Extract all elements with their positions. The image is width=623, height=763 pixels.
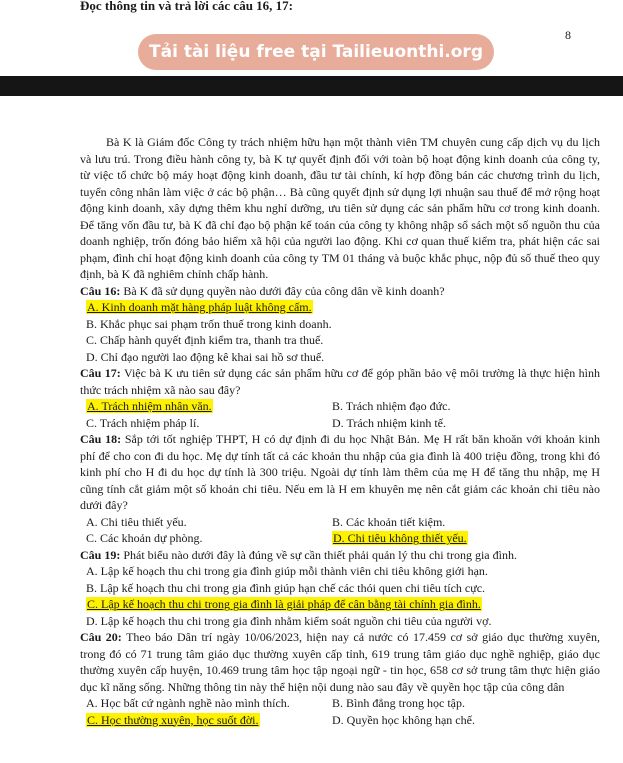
answer-highlight: A. Trách nhiệm nhân văn.	[87, 399, 212, 413]
option-17-c[interactable]: C. Trách nhiệm pháp lí.	[86, 415, 200, 430]
passage: Bà K là Giám đốc Công ty trách nhiệm hữu hạn một thành viên TM chuyên cung cấp dịch vụ du lịch và lưu trú. Trong điều hành công ty, bà K tự quyết định đối với toàn bộ hoạt động kinh doanh của công ty, từ việc tổ chức bộ máy hoạt động kinh doanh, đầu tư tài chính, kí hợp đồng bán các chương trình du lịch, tuyển công nhân làm việc ở các bộ phận… Bà cũng quyết định sử dụng lợi nhuận sau thuế để mở rộng hoạt động kinh doanh, xây dựng thêm khu nghỉ dưỡng, ưu tiên sử dụng các sản phẩm hữu cơ trong kinh doanh. Để tăng vốn đầu tư, bà K đã chỉ đạo bộ phận kế toán của công ty không nhập sổ sách một số nguồn thu của doanh nghiệp, trốn đóng bảo hiểm xã hội của người lao động. Khi cơ quan thuế kiểm tra, phát hiện các sai phạm, đình chỉ hoạt động kinh doanh của công ty TM 01 tháng và buộc khắc phục, nộp đủ số thuế theo quy định, bà K đã nghiêm chỉnh chấp hành.	[80, 135, 600, 281]
question-16	[80, 283, 600, 300]
question-text: Sắp tới tốt nghiệp THPT, H có dự định đi du học Nhật Bản. Mẹ H rất băn khoăn với khoản kinh phí để cho con đi du học. Mẹ dự tính tất cả các khoản thu nhập của gia đình là 400 triệu đồng, trong khi đó kinh phí cho H đi du học dự tính là 300 triệu. Ngoài dự tính làm thêm của mẹ H để tăng thu nhập, mẹ H cũng tính cắt giảm một số khoản chi tiêu. Nếu em là H em khuyên mẹ nên cắt giảm các khoản chi tiêu nào dưới đây?	[80, 432, 600, 512]
question-label: Câu 16:	[80, 283, 121, 298]
options-row	[86, 530, 600, 547]
black-divider-bar	[0, 76, 623, 96]
question-20	[80, 629, 600, 695]
option-20-a[interactable]: A. Học bất cứ ngành nghề nào mình thích.	[86, 696, 290, 710]
option-20-d[interactable]: D. Quyền học không hạn chế.	[332, 712, 475, 727]
question-text: Bà K đã sử dụng quyền nào dưới đây của công dân về kinh doanh?	[120, 283, 445, 298]
option-16-c[interactable]: C. Chấp hành quyết định kiểm tra, thanh tra thuế.	[86, 333, 324, 347]
option-19-a[interactable]: A. Lập kế hoạch thu chi trong gia đình giúp mỗi thành viên chi tiêu không giới hạn.	[86, 564, 488, 578]
option-17-a[interactable]	[86, 398, 332, 415]
options-row	[86, 415, 600, 432]
options-row	[86, 398, 600, 415]
question-19	[80, 547, 600, 564]
question-17	[80, 365, 600, 398]
option-16-d[interactable]: D. Chỉ đạo người lao động kê khai sai hồ sơ thuế.	[86, 349, 325, 364]
option-19-d[interactable]: D. Lập kế hoạch thu chi trong gia đình nhằm kiểm soát nguồn chi tiêu của người vợ.	[86, 613, 492, 628]
question-text: Phát biểu nào dưới đây là đúng về sự cần thiết phải quản lý thu chi trong gia đình.	[120, 547, 517, 562]
question-label: Câu 19:	[80, 547, 121, 562]
question-18	[80, 431, 600, 514]
reading-instruction: Đọc thông tin và trả lời các câu 16, 17:	[80, 0, 294, 13]
answer-highlight: A. Kinh doanh mặt hàng pháp luật không cấm.	[87, 300, 312, 314]
answer-highlight: C. Học thường xuyên, học suốt đời.	[87, 712, 259, 727]
option-20-c[interactable]	[86, 712, 332, 729]
question-label: Câu 17:	[80, 366, 121, 380]
options-row	[86, 514, 600, 531]
options-row	[86, 712, 600, 729]
question-text: Việc bà K ưu tiên sử dụng các sản phẩm hữu cơ để góp phần bảo vệ môi trường là thực hiện hình thức trách nhiệm xã nào sau đây?	[80, 366, 600, 397]
option-17-d[interactable]: D. Trách nhiệm kinh tế.	[332, 415, 446, 430]
option-19-c[interactable]	[86, 596, 600, 613]
option-16-a[interactable]	[86, 299, 600, 316]
option-17-b[interactable]: B. Trách nhiệm đạo đức.	[332, 399, 451, 413]
answer-highlight: D. Chi tiêu không thiết yếu.	[333, 531, 467, 545]
option-18-d[interactable]	[332, 530, 468, 547]
question-text: Theo báo Dân trí ngày 10/06/2023, hiện nay cả nước có 17.459 cơ sở giáo dục thường xuyên, trong đó có 71 trung tâm giáo dục thường xuyên cấp tỉnh, 619 trung tâm giáo dục nghề nghiệp, giáo dục thường xuyên cấp huyện, 10.469 trung tâm học tập ngoại ngữ - tin học, 658 cơ sở trung tâm thực hiện giáo dục kĩ năng sống. Những thông tin này thể hiện nội dung nào sau đây về quyền học tập của công dân	[80, 630, 600, 694]
options-row	[86, 695, 600, 712]
document-body	[80, 134, 600, 728]
option-16-b[interactable]: B. Khắc phục sai phạm trốn thuế trong kinh doanh.	[86, 316, 332, 331]
promo-banner[interactable]: Tải tài liệu free tại Tailieuonthi.org	[138, 34, 494, 70]
option-18-c[interactable]: C. Các khoản dự phòng.	[86, 531, 203, 545]
option-19-b[interactable]: B. Lập kế hoạch thu chi trong gia đình giúp hạn chế các thói quen chi tiêu tích cực.	[86, 580, 486, 595]
option-18-a[interactable]: A. Chi tiêu thiết yếu.	[86, 514, 187, 529]
question-label: Câu 20:	[80, 630, 122, 644]
option-20-b[interactable]: B. Bình đẳng trong học tập.	[332, 696, 465, 710]
answer-highlight: C. Lập kế hoạch thu chi trong gia đình là giải pháp để cân bằng tài chính gia đình.	[87, 597, 481, 611]
question-label: Câu 18:	[80, 432, 122, 446]
option-18-b[interactable]: B. Các khoản tiết kiệm.	[332, 514, 446, 529]
page-number: 8	[565, 28, 571, 42]
